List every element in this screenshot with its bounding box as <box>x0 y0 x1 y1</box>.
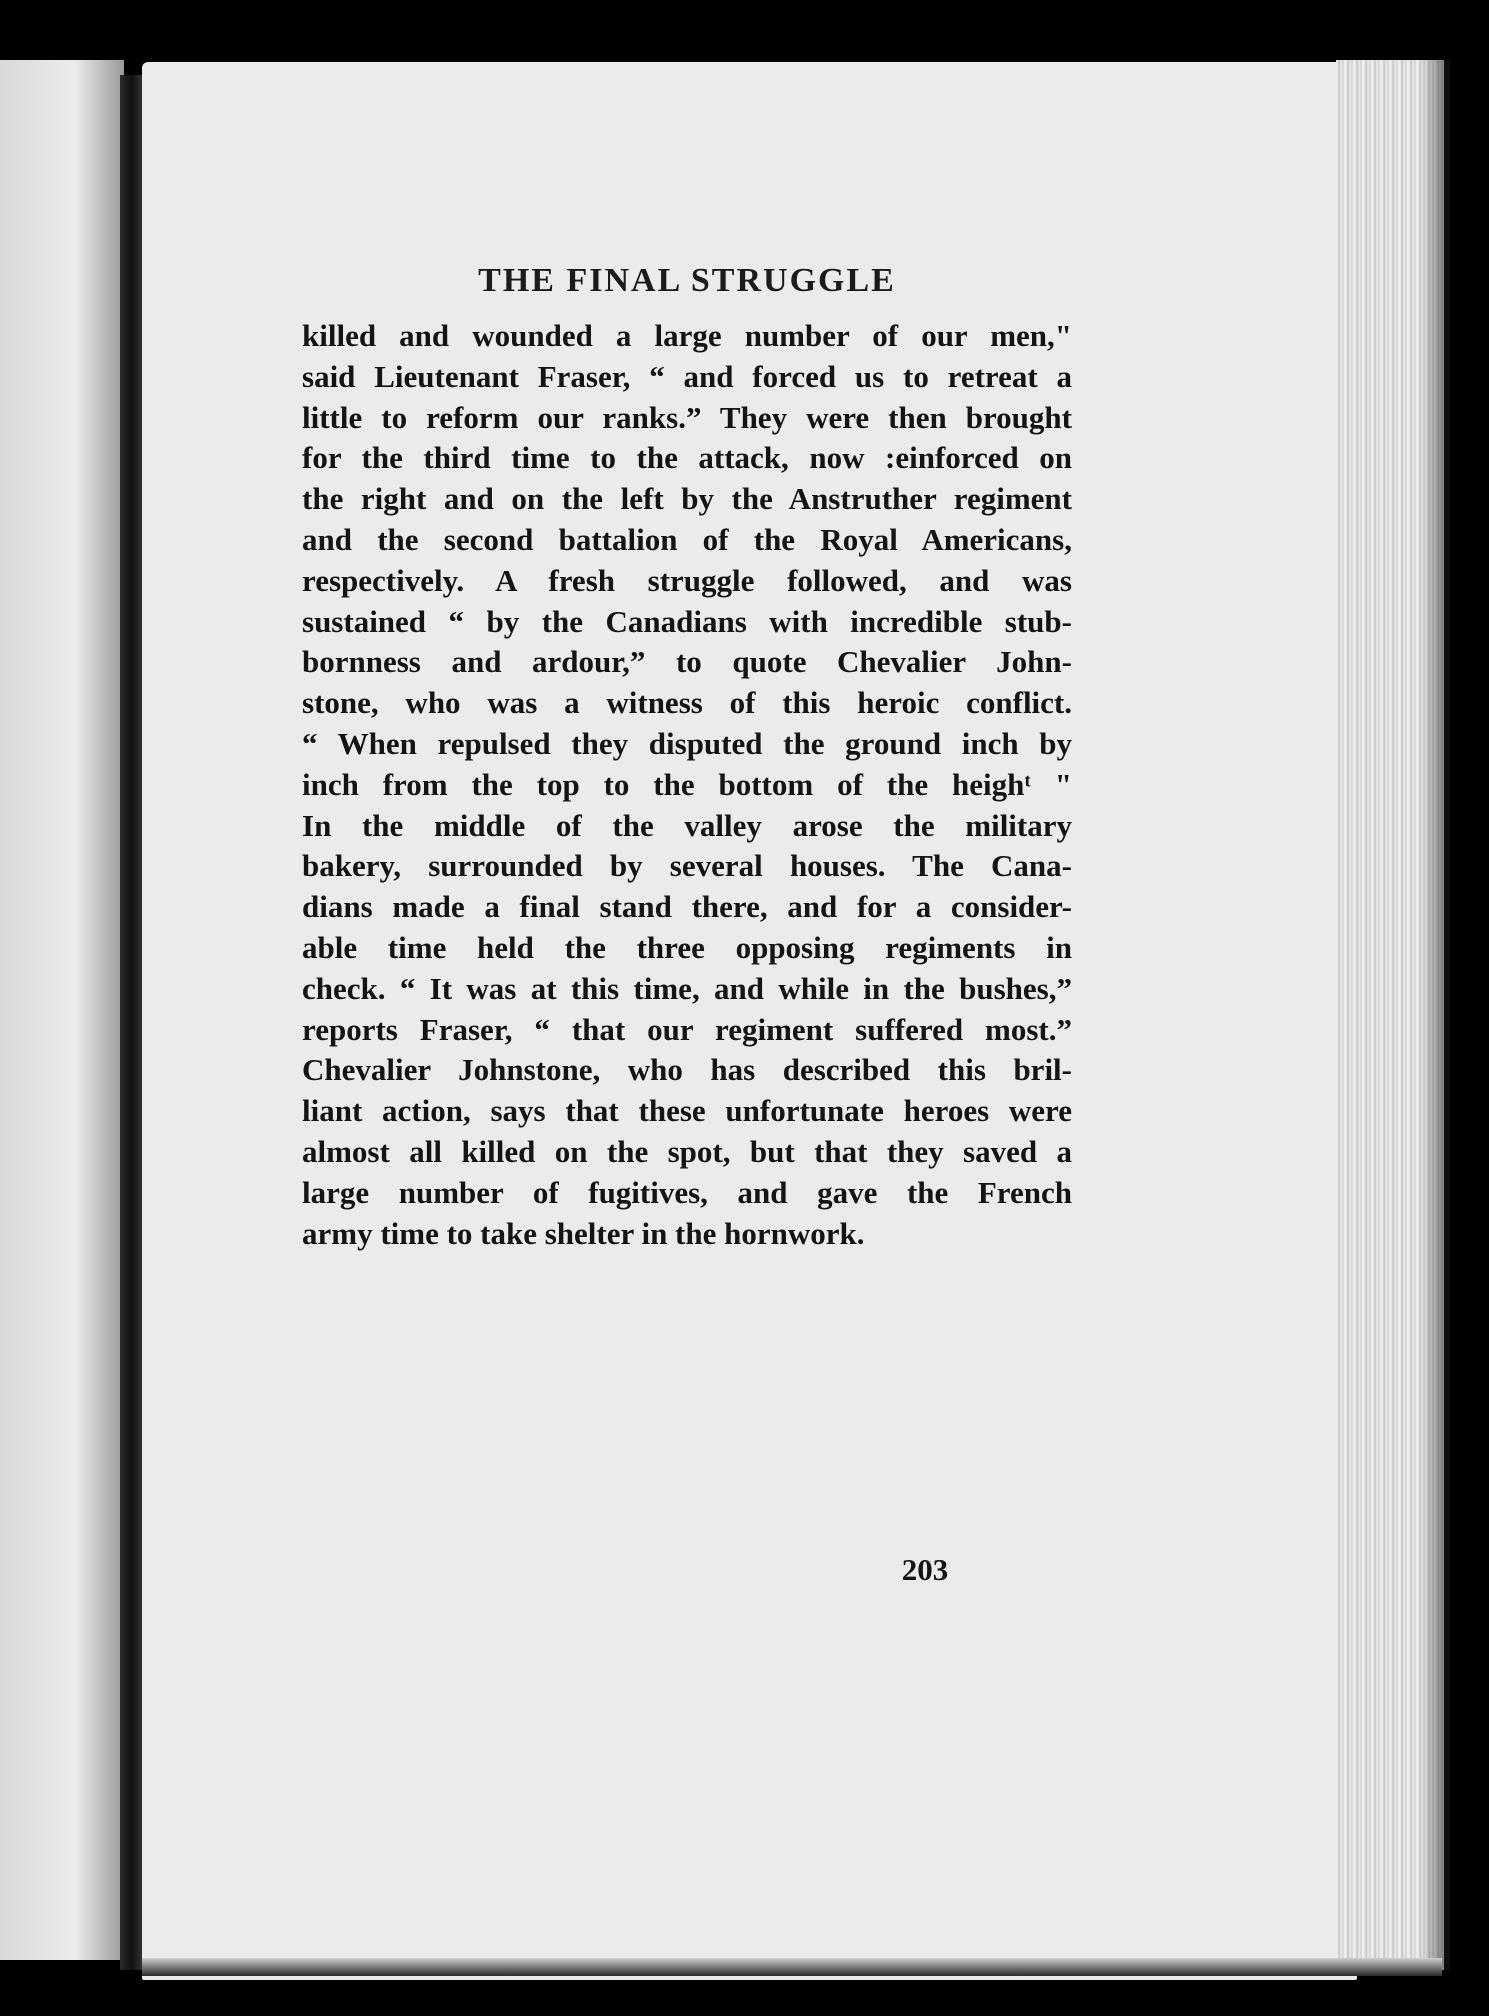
book-gutter <box>120 75 144 1970</box>
text-line: liant action, says that these unfortunate heroes were <box>302 1093 1072 1129</box>
text-line: the right and on the left by the Anstruther regiment <box>302 481 1072 517</box>
text-line: Chevalier Johnstone, who has described this bril- <box>302 1052 1072 1088</box>
text-line: said Lieutenant Fraser, “ and forced us to retreat a <box>302 358 1072 394</box>
text-line: “ When repulsed they disputed the ground inch by <box>302 725 1072 761</box>
text-line: and the second battalion of the Royal Americans, <box>302 521 1072 557</box>
text-line: able time held the three opposing regiments in <box>302 929 1072 965</box>
text-line: for the third time to the attack, now :einforced on <box>302 440 1072 476</box>
text-line: bornness and ardour,” to quote Chevalier John- <box>302 644 1072 680</box>
text-line: sustained “ by the Canadians with incredible stub- <box>302 603 1072 639</box>
text-line: almost all killed on the spot, but that they saved a <box>302 1133 1072 1169</box>
text-line: little to reform our ranks.” They were then brought <box>302 399 1072 435</box>
text-line: bakery, surrounded by several houses. The Cana- <box>302 848 1072 884</box>
text-line: large number of fugitives, and gave the French <box>302 1174 1072 1210</box>
running-head: THE FINAL STRUGGLE <box>478 262 896 299</box>
left-page-edge <box>0 60 124 1960</box>
text-line: army time to take shelter in the hornwork. <box>302 1215 865 1251</box>
edge-shadow <box>1420 60 1450 1970</box>
text-line: In the middle of the valley arose the military <box>302 807 1072 843</box>
body-text <box>302 316 1072 1254</box>
text-line: dians made a final stand there, and for a consider- <box>302 889 1072 925</box>
text-line: check. “ It was at this time, and while in the bushes,” <box>302 970 1072 1006</box>
text-line: inch from the top to the bottom of the heighᵗ " <box>302 766 1072 802</box>
text-line: killed and wounded a large number of our men," <box>302 318 1072 353</box>
text-line: respectively. A fresh struggle followed, and was <box>302 562 1072 598</box>
text-line: stone, who was a witness of this heroic conflict. <box>302 685 1072 721</box>
text-line: reports Fraser, “ that our regiment suffered most.” <box>302 1011 1072 1047</box>
page-number: 203 <box>901 1552 949 1587</box>
bottom-shadow <box>142 1958 1442 1976</box>
